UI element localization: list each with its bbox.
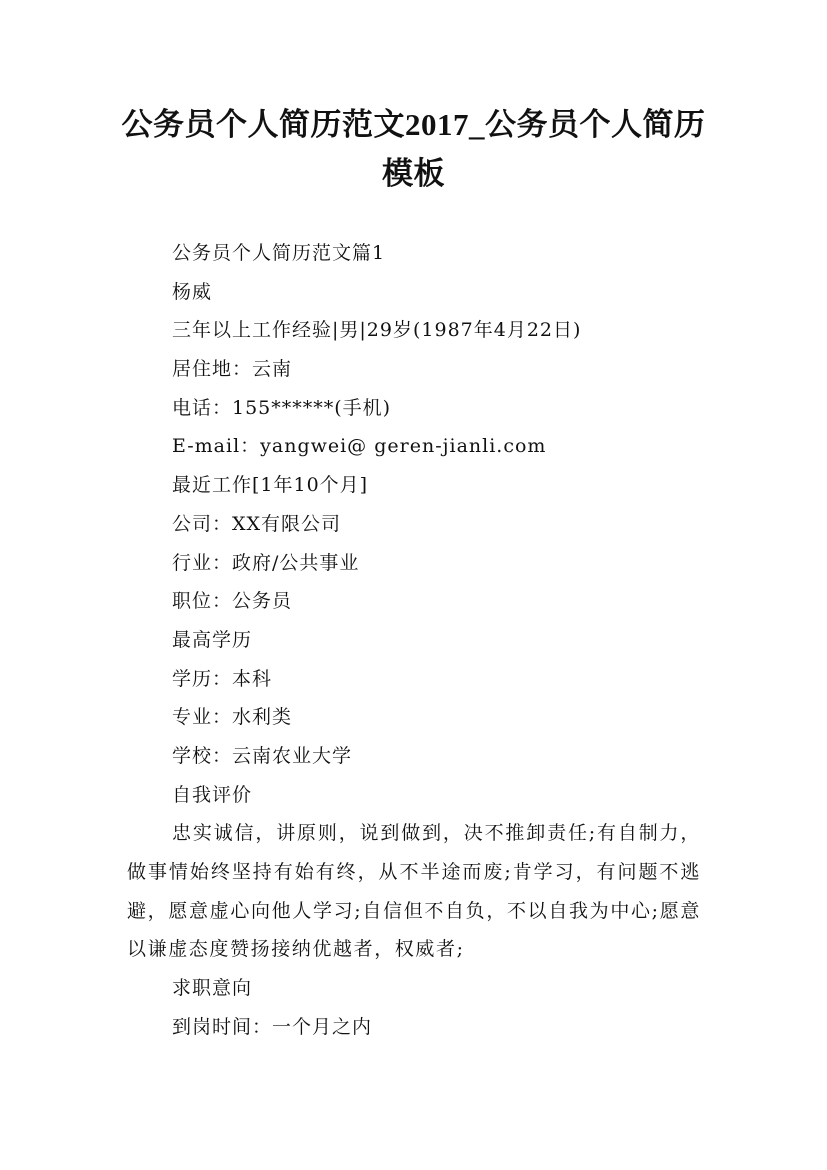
phone-line: 电话：155******(手机) (172, 396, 392, 419)
school-line: 学校：云南农业大学 (172, 744, 353, 767)
section-heading-resume-1: 公务员个人简历范文篇1 (172, 242, 386, 264)
document-body (127, 234, 701, 1047)
candidate-name: 杨威 (172, 280, 213, 303)
position-line: 职位：公务员 (172, 590, 293, 613)
candidate-summary: 三年以上工作经验|男|29岁(1987年4月22日) (172, 319, 582, 342)
degree-line: 学历：本科 (172, 667, 273, 690)
availability-line: 到岗时间：一个月之内 (172, 1015, 373, 1038)
email-line: E-mail：yangwei@ geren-jianli.com (172, 435, 547, 458)
self-evaluation-paragraph: 忠实诚信，讲原则，说到做到，决不推卸责任;有自制力，做事情始终坚持有始有终，从不半途而废;肯学习，有问题不逃避，愿意虚心向他人学习;自信但不自负，不以自我为中心;愿意以谦虚态度赞扬接纳优越者，权威者; (127, 822, 701, 961)
job-intention-heading: 求职意向 (172, 977, 253, 1000)
education-heading: 最高学历 (172, 628, 253, 651)
industry-line: 行业：政府/公共事业 (172, 551, 360, 574)
major-line: 专业：水利类 (172, 706, 293, 729)
recent-work-heading: 最近工作[1年10个月] (172, 474, 369, 497)
self-evaluation-heading: 自我评价 (172, 783, 253, 806)
document-title: 公务员个人简历范文2017_公务员个人简历模板 (121, 107, 706, 191)
company-line: 公司：XX有限公司 (172, 512, 342, 535)
residence-line: 居住地：云南 (172, 358, 293, 381)
